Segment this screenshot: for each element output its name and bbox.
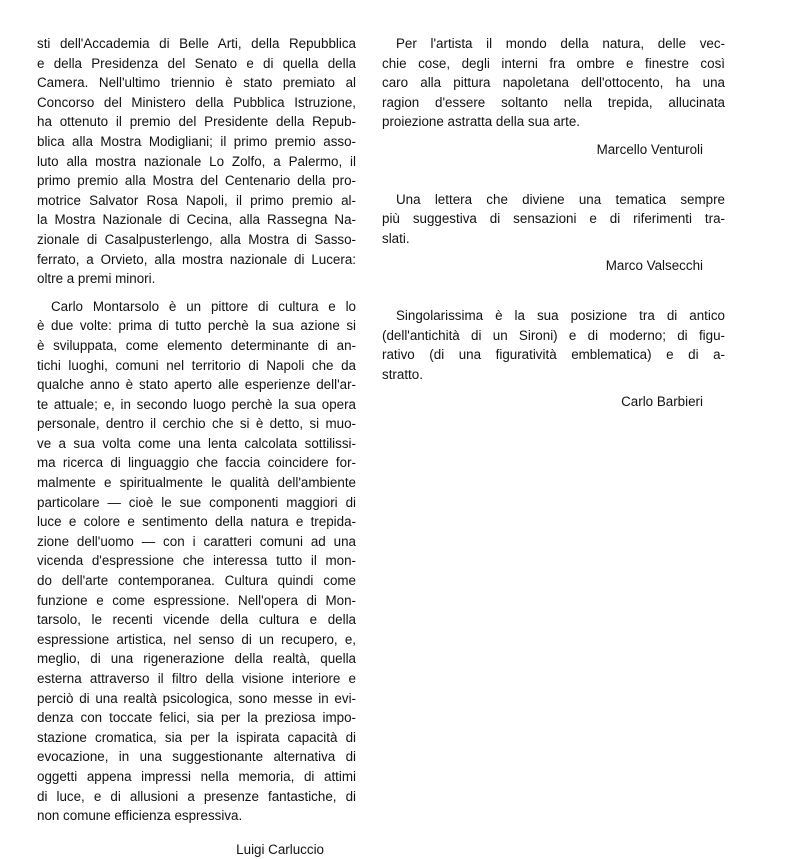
text-line: vicenda d'espressione che interessa tutto il mon- (37, 553, 356, 569)
text-line: ha ottenuto il premio del Presidente della Repub- (37, 114, 356, 130)
text-line: zionale di Casalpusterlengo, alla Mostra di Sasso- (37, 231, 356, 247)
text-line: ragion d'essere soltanto nella trepida, allucinata (382, 94, 725, 110)
paragraph-montarsolo (37, 297, 356, 859)
quote-gap (382, 276, 725, 306)
text-line: meglio, di una rigenerazione della realtà, quella (37, 651, 356, 667)
text-line: caro alla pittura napoletana dell'ottocento, ha una (382, 75, 725, 91)
quote-barbieri (382, 306, 725, 412)
text-line: rativo (di una figuratività emblematica) e di a- (382, 347, 725, 363)
text-line: denza con toccate felici, sia per la preziosa impo- (37, 710, 356, 726)
author-signature: Marcello Venturoli (596, 141, 703, 157)
quote-venturoli (382, 34, 725, 160)
text-line: sti dell'Accademia di Belle Arti, della Repubblica (37, 36, 356, 51)
text-line: e della Presidenza del Senato e di quella della (37, 55, 356, 71)
text-line: motrice Salvator Rosa Napoli, il primo premio al- (37, 192, 356, 208)
text-line: te attuale; e, in secondo luogo perchè la sua opera (37, 396, 356, 412)
text-line: tichi luoghi, comuni nel territorio di Napoli che da (37, 357, 356, 373)
text-line: slati. (382, 230, 410, 246)
quote-valsecchi (382, 190, 725, 276)
text-line: chie cose, degli interni fra ombre e finestre così (382, 55, 725, 71)
text-line: (dell'antichità di un Sironi) e di moderno; di figu- (382, 327, 725, 343)
text-line: zione dell'uomo — con i caratteri comuni ad una (37, 533, 356, 549)
text-line: esterna attraverso il filtro della visione interiore e (37, 671, 356, 686)
text-line: funzione e come espressione. Nell'opera di Mon- (37, 592, 356, 608)
text-line: Una lettera che diviene una tematica sempre (396, 191, 725, 207)
text-line: do dell'arte contemporanea. Cultura quindi come (37, 573, 356, 589)
text-line: oggetti appena impressi nella memoria, di attimi (37, 768, 356, 784)
text-line: tarsolo, le recenti vicende della cultura e della (37, 612, 356, 628)
text-line: Carlo Montarsolo è un pittore di cultura e lo (51, 298, 356, 314)
text-line: Singolarissima è la sua posizione tra di antico (396, 307, 725, 323)
text-line: personale, dentro il cerchio che si è detto, si muo- (37, 416, 356, 432)
text-line: malmente e spiritualmente le qualità dell'ambiente (37, 475, 356, 491)
text-line: più suggestiva di sensazioni e di riferimenti tra- (382, 211, 725, 227)
text-line: particolare — cioè le sue componenti maggiori di (37, 494, 356, 510)
text-line: luce e colore e sentimento della natura e trepida- (37, 514, 356, 530)
text-line: stazione cromatica, sia per la ispirata capacità di (37, 729, 356, 745)
paragraph-awards (37, 34, 356, 289)
text-line: evocazione, in una suggestionante alternativa di (37, 749, 356, 765)
text-line: Concorso del Ministero della Pubblica Istruzione, (37, 94, 356, 110)
text-line: di luce, e di allusioni a presenze fantastiche, di (37, 788, 356, 804)
text-line: stratto. (382, 366, 423, 382)
text-line: Per l'artista il mondo della natura, delle vec- (396, 36, 725, 51)
text-line: proiezione astratta della sua arte. (382, 114, 581, 130)
text-line: qualche anno è stato aperto alle esperienze dell'ar- (37, 377, 356, 393)
text-line: Camera. Nell'ultimo triennio è stato premiato al (37, 75, 356, 91)
text-line: è sviluppata, come elemento determinante di an- (37, 337, 356, 353)
left-column (37, 34, 356, 859)
text-line: la Mostra Nazionale di Cecina, alla Rassegna Na- (37, 212, 356, 228)
right-column (382, 34, 725, 412)
author-signature: Carlo Barbieri (621, 394, 703, 410)
text-line: ve a sua volta come una lenta calcolata sottilissi- (37, 435, 356, 451)
text-line: ma ricerca di linguaggio che faccia coincidere for- (37, 455, 356, 471)
text-line: blica alla Mostra Modigliani; il primo premio asso- (37, 133, 356, 149)
text-line: ferrato, a Orvieto, alla mostra nazionale di Lucera: (37, 251, 356, 267)
text-line: primo premio alla Mostra del Centenario della pro- (37, 173, 356, 189)
paragraph-gap (37, 289, 356, 297)
text-line: espressione artistica, nel senso di un recupero, e, (37, 631, 356, 647)
text-line: luto alla mostra nazionale Lo Zolfo, a Palermo, il (37, 153, 356, 169)
text-line: oltre a premi minori. (37, 271, 156, 287)
author-signature: Luigi Carluccio (236, 841, 324, 857)
quote-gap (382, 160, 725, 190)
text-line: perciò di una realtà psicologica, sono messe in evi- (37, 690, 356, 706)
author-signature: Marco Valsecchi (605, 258, 703, 274)
text-line: è due volte: prima di tutto perchè la sua azione si (37, 318, 356, 334)
text-line: non comune efficienza espressiva. (37, 808, 243, 824)
